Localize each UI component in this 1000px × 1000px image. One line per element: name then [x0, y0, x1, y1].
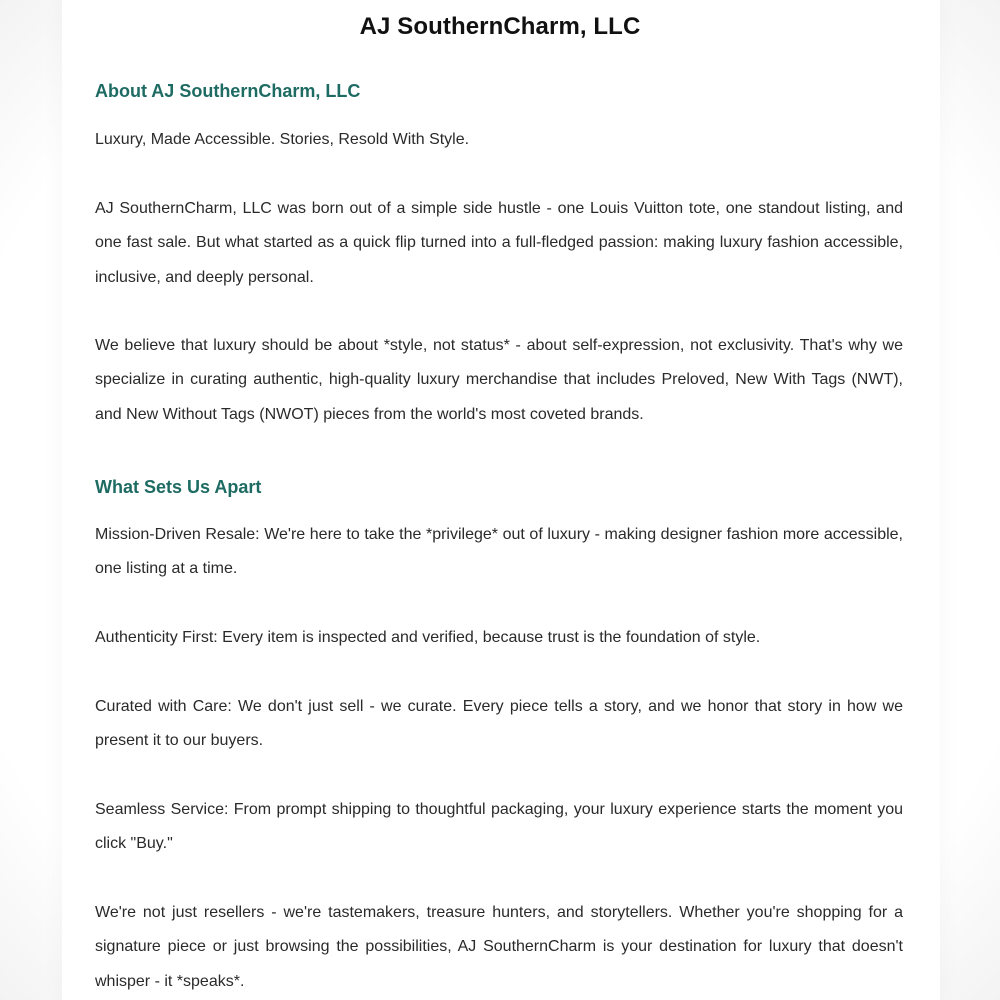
service-point: Seamless Service: From prompt shipping to thoughtful packaging, your luxury experience starts the moment you click "Buy." [95, 801, 903, 853]
about-heading: About AJ SouthernCharm, LLC [95, 81, 361, 101]
document-title: AJ SouthernCharm, LLC [359, 13, 641, 40]
curated-point: Curated with Care: We don't just sell - we curate. Every piece tells a story, and we honor that story in how we present it to our buyers. [95, 698, 903, 750]
mission-point: Mission-Driven Resale: We're here to take the *privilege* out of luxury - making designer fashion more accessible, one listing at a time. [95, 526, 903, 578]
belief-paragraph: We believe that luxury should be about *style, not status* - about self-expression, not exclusivity. That's why we specialize in curating authentic, high-quality luxury merchandise that includes Preloved, New With Tags (NWT), and New Without Tags (NWOT) pieces from the world's most coveted brands. [95, 337, 903, 423]
tagline-paragraph: Luxury, Made Accessible. Stories, Resold With Style. [95, 131, 470, 148]
origin-paragraph: AJ SouthernCharm, LLC was born out of a simple side hustle - one Louis Vuitton tote, one standout listing, and one fast sale. But what started as a quick flip turned into a full-fledged passion: making luxury fashion accessible, inclusive, and deeply personal. [95, 200, 903, 286]
authenticity-point: Authenticity First: Every item is inspected and verified, because trust is the foundation of style. [95, 629, 761, 646]
closing-paragraph: We're not just resellers - we're tastemakers, treasure hunters, and storytellers. Whether you're shopping for a signature piece or just browsing the possibilities, AJ SouthernCharm is your destination for luxury that doesn't whisper - it *speaks*. [95, 904, 903, 990]
apart-heading: What Sets Us Apart [95, 477, 262, 497]
